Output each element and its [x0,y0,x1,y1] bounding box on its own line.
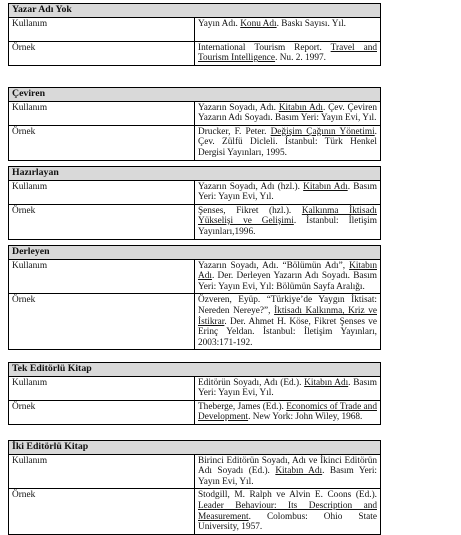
citation-segment: Yazarın Soyadı, Adı. [198,102,279,113]
section-title: Derleyen [9,246,381,260]
citation-table-compiler [8,245,381,350]
section-title: Yazar Adı Yok [9,4,381,18]
row-label-usage: Kullanım [9,101,195,125]
citation-segment: Özveren, Eyüp. “Türkiye’de Yaygın İktisat: Nereden Nereye?”, [198,295,377,316]
citation-segment: Stodgill, M. Ralph ve Alvin E. Coons (Ed.). [198,490,377,501]
underlined-title: Değişim Çağının Yönetimi [270,126,375,137]
citation-text [195,17,381,41]
citation-segment: Yazarın Soyadı, Adı (hzl.). [198,181,304,192]
citation-text [195,101,381,125]
citation-text [195,125,381,160]
citation-segment: . Der. Derleyen Yazarın Adı Soyadı. Basım Yeri: Yayın Evi, Yıl: Bölümün Sayfa Aralığı. [198,271,377,292]
citation-table-preparer [8,166,381,240]
underlined-title: Leader Behaviour: Its Description and Measurement [198,500,377,522]
citation-text [195,180,381,204]
citation-table-anonymous [8,3,381,66]
citation-segment: Yayın Adı. [198,18,241,29]
citation-segment: . Nu. 2. 1997. [275,53,326,64]
underlined-title: Kitabın Adı [198,260,377,282]
row-label-example: Örnek [9,400,195,424]
citation-segment: . New York: John Wiley, 1968. [248,412,363,423]
row-label-example: Örnek [9,204,195,239]
row-label-usage: Kullanım [9,259,195,294]
section-title: Hazırlayan [9,167,381,181]
row-label-usage: Kullanım [9,180,195,204]
citation-segment: . Çev. Zülfü Dicleli. İstanbul: Türk Henkel Dergisi Yayınları, 1995. [198,126,377,158]
citation-segment: International Tourism Report. [198,42,331,53]
section-title: İki Editörlü Kitap [9,441,381,455]
citation-table-translator [8,87,381,161]
citation-segment: . Basım Yeri: Yayın Evi, Yıl. [198,466,377,487]
citation-text [195,204,381,239]
underlined-title: Kitabın Adı [303,181,348,192]
row-label-usage: Kullanım [9,454,195,489]
citation-text [195,259,381,294]
citation-text [195,454,381,489]
citation-text [195,489,381,534]
underlined-title: İktisadı Kalkınma, Kriz ve İstikrar [198,305,377,327]
citation-segment: . Basım Yeri: Yayın Evi, Yıl. [198,377,377,399]
citation-segment: . Çev. Çeviren Yazarın Adı Soyadı. Basım Yeri: Yayın Evi, Yıl. [198,102,377,124]
row-label-example: Örnek [9,41,195,65]
citation-segment: Theberge, James (Ed.). [198,401,287,412]
row-label-example: Örnek [9,125,195,160]
citation-table-two-editors [8,440,381,535]
citation-segment: . Basım Yeri: Yayın Evi, Yıl. [198,181,377,203]
citation-segment: . Der. Ahmet H. Köse, Fikret Şenses ve Erinç Yeldan. İstanbul: İletişim Yayınları, 2003:171-192. [198,316,377,348]
citation-text [195,376,381,400]
citation-segment: Editörün Soyadı, Adı (Ed.). [198,377,305,388]
row-label-usage: Kullanım [9,17,195,41]
section-title: Tek Editörlü Kitap [9,363,381,377]
citation-segment: . Baskı Sayısı. Yıl. [276,18,347,29]
citation-text [195,400,381,424]
citation-segment: Yazarın Soyadı, Adı. “Bölümün Adı”, [198,260,350,271]
underlined-title: Konu Adı [240,18,277,29]
underlined-title: Kitabın Adı [275,466,323,477]
citation-segment: . İstanbul: İletişim Yayınları,1996. [198,216,377,237]
underlined-title: Kitabın Adı [304,377,349,388]
citation-segment: Drucker, F. Peter. [198,126,271,137]
citation-segment: Şenses, Fikret (hzl.). [198,205,302,216]
underlined-title: Economics of Trade and Development [198,401,377,423]
row-label-example: Örnek [9,294,195,350]
underlined-title: Travel and Tourism Intelligence [198,42,377,64]
underlined-title: Kitabın Adı [278,102,323,113]
underlined-title: Kalkınma İktisadı Yükselişi ve Gelişimi [198,205,377,227]
section-title: Çeviren [9,88,381,102]
citation-segment: . Colombus: Ohio State University, 1957. [198,511,377,533]
citation-text [195,294,381,350]
citation-table-single-editor [8,362,381,425]
row-label-usage: Kullanım [9,376,195,400]
row-label-example: Örnek [9,489,195,534]
citation-segment: Birinci Editörün Soyadı, Adı ve İkinci Editörün Adı Soyadı (Ed.). [198,455,377,477]
citation-text [195,41,381,65]
